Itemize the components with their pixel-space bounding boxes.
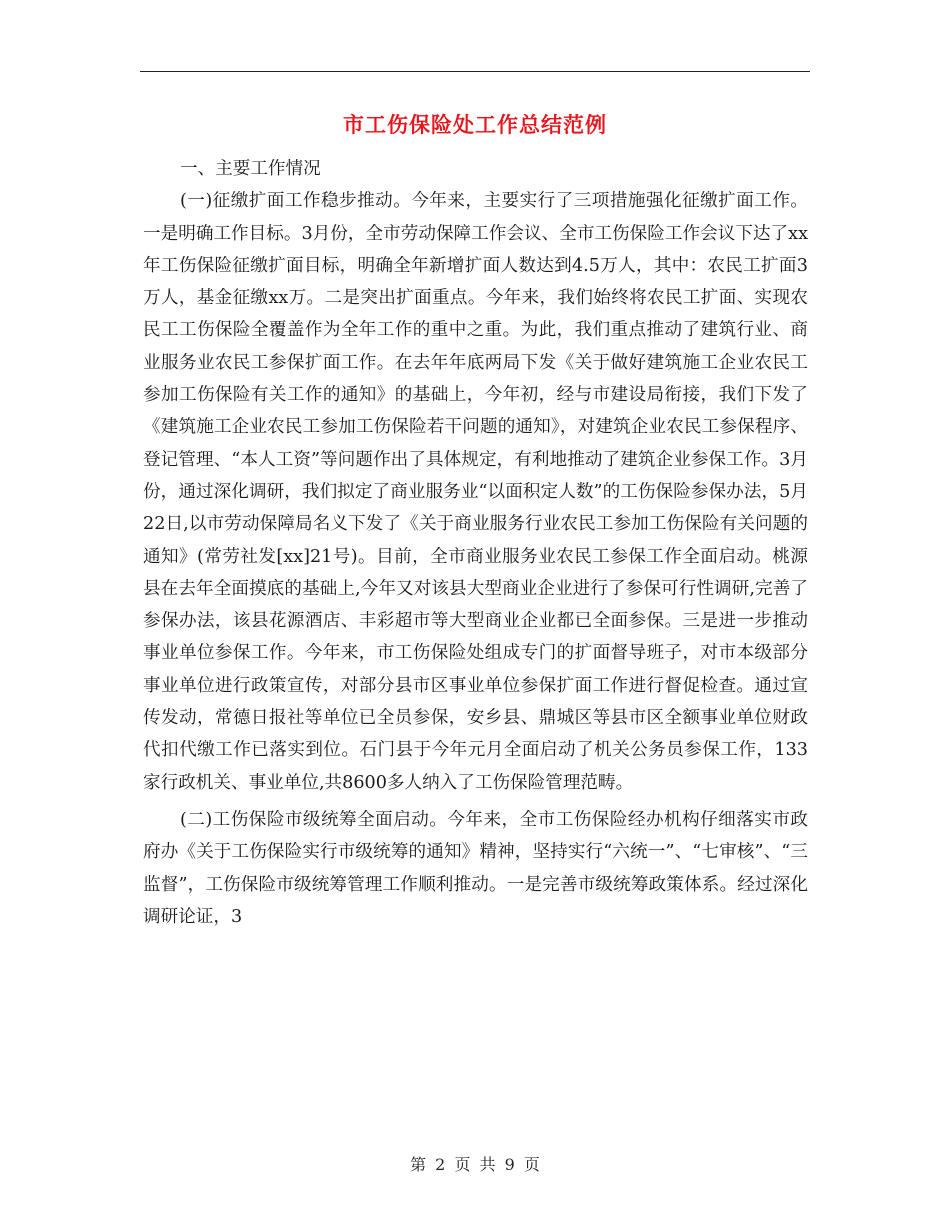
page-number-footer: 第 2 页 共 9 页 <box>410 1155 540 1174</box>
document-body <box>143 153 808 933</box>
document-title: 市工伤保险处工作总结范例 <box>343 113 607 137</box>
body-paragraph: (二)工伤保险市级统筹全面启动。今年来，全市工伤保险经办机构仔细落实市政府办《关于工伤保险实行市级统筹的通知》精神，坚持实行“六统一”、“七审核”、“三监督”，工伤保险市级统筹管理工作顺利推动。一是完善市级统筹政策体系。经过深化调研论证，3 <box>143 809 808 927</box>
section-heading: 一、主要工作情况 <box>179 159 321 179</box>
body-paragraph: (一)征缴扩面工作稳步推动。今年来，主要实行了三项措施强化征缴扩面工作。一是明确工作目标。3月份，全市劳动保障工作会议、全市工伤保险工作会议下达了xx年工伤保险征缴扩面目标，明确全年新增扩面人数达到4.5万人，其中：农民工扩面3万人，基金征缴xx万。二是突出扩面重点。今年来，我们始终将农民工扩面、实现农民工工伤保险全覆盖作为全年工作的重中之重。为此，我们重点推动了建筑行业、商业服务业农民工参保扩面工作。在去年年底两局下发《关于做好建筑施工企业农民工参加工伤保险有关工作的通知》的基础上，今年初，经与市建设局衔接，我们下发了《建筑施工企业农民工参加工伤保险若干问题的通知》，对建筑企业农民工参保程序、登记管理、“本人工资”等问题作出了具体规定，有利地推动了建筑企业参保工作。3月份，通过深化调研，我们拟定了商业服务业“以面积定人数”的工伤保险参保办法，5月22日,以市劳动保障局名义下发了《关于商业服务行业农民工参加工伤保险有关问题的通知》(常劳社发[xx]21号)。目前，全市商业服务业农民工参保工作全面启动。桃源县在去年全面摸底的基础上,今年又对该县大型商业企业进行了参保可行性调研,完善了参保办法，该县花源酒店、丰彩超市等大型商业企业都已全面参保。三是进一步推动事业单位参保工作。今年来，市工伤保险处组成专门的扩面督导班子，对市本级部分事业单位进行政策宣传，对部分县市区事业单位参保扩面工作进行督促检查。通过宣传发动，常德日报社等单位已全员参保，安乡县、鼎城区等县市区全额事业单位财政代扣代缴工作已落实到位。石门县于今年元月全面启动了机关公务员参保工作，133家行政机关、事业单位,共8600多人纳入了工伤保险管理范畴。 <box>143 191 808 793</box>
header-rule <box>140 71 810 72</box>
